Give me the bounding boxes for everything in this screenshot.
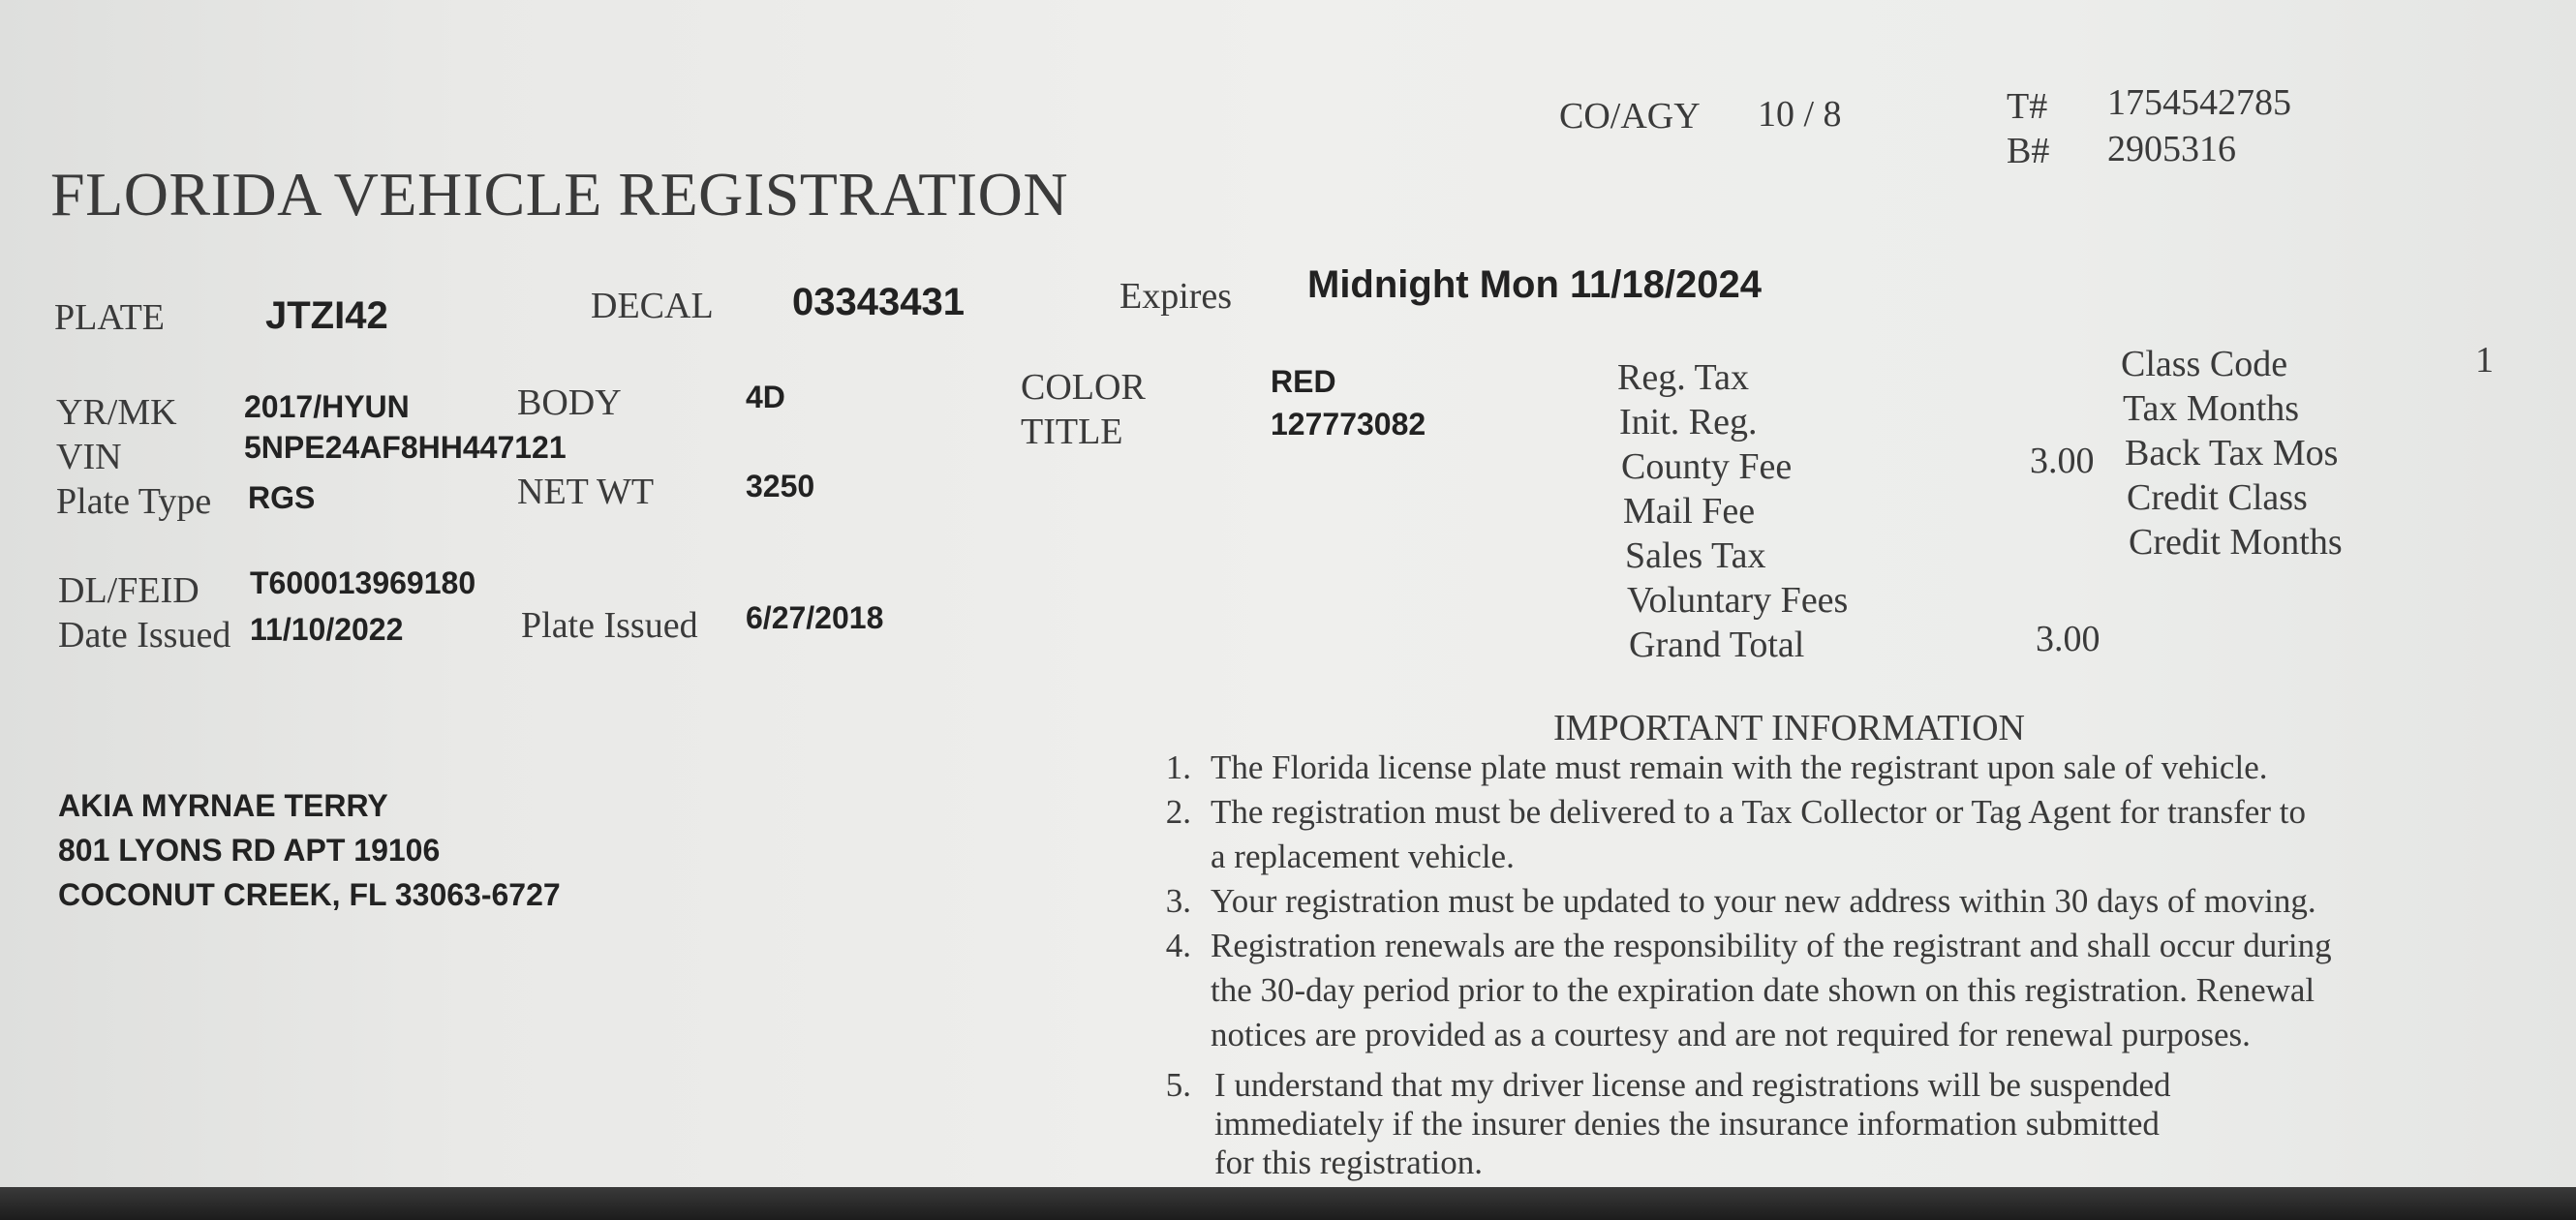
b-number-label: B# xyxy=(2007,131,2050,171)
expires-value: Midnight Mon 11/18/2024 xyxy=(1307,263,1763,306)
owner-city: COCONUT CREEK, FL 33063-6727 xyxy=(58,877,561,912)
photo-shadow-edge xyxy=(0,1187,2576,1220)
co-agy-label: CO/AGY xyxy=(1559,96,1701,137)
body-label: BODY xyxy=(517,382,622,423)
decal-value: 03343431 xyxy=(792,281,965,323)
title-value: 127773082 xyxy=(1271,407,1426,442)
plate-type-value: RGS xyxy=(248,480,316,515)
reg-tax-label: Reg. Tax xyxy=(1617,357,1749,398)
dl-feid-label: DL/FEID xyxy=(58,570,199,611)
grand-total-label: Grand Total xyxy=(1629,625,1805,665)
plate-type-label: Plate Type xyxy=(56,481,212,522)
class-code-label: Class Code xyxy=(2121,344,2288,384)
county-fee-label: County Fee xyxy=(1621,446,1793,487)
plate-label: PLATE xyxy=(54,297,165,338)
plate-issued-value: 6/27/2018 xyxy=(746,600,884,635)
tax-months-label: Tax Months xyxy=(2123,388,2300,429)
registration-document: CO/AGY 10 / 8 T# 1754542785 B# 2905316 FLORIDA VEHICLE REGISTRATION PLATE JTZI42 DECAL 03343431 Expires Midnight Mon 11/18/2024 YR/MK 2017/HYUN BODY 4D VIN 5NPE24AF8HH447121 Plate Type RGS NET WT 3250 COLOR RED TITLE 127773082 DL/FEID T600013969180 Date Issued 11/10/2022 Plate Issued 6/27/2018 Reg. Tax Init. Reg. County Fee 3.00 Mail Fee Sales Tax Voluntary Fees Grand Total 3.00 Class Code 1 Tax Months Back Tax Mos Credit Class Credit Months AKIA MYRNAE TERRY 801 LYONS RD APT 19106 COCONUT CREEK, FL 33063-6727 IMPORTANT INFORMATION 1. The Florida license plate must remain with the registrant upon sale of vehicle. 2. The registration must be delivered to a Tax Collector or Tag Agent for transfer to a replacement vehicle. 3. Your registration must be updated to your new address within 30 days of moving. 4. Registration renewals are the responsibility of the registrant and shall occur during the 30-day period prior to the expiration date shown on this registration. Renewal notices are provided as a courtesy and are not required for renewal purposes. 5. I understand that my driver license and registrations will be suspended immediately if the insurer denies the insurance information submitted for this registration. xyxy=(0,0,2576,1187)
co-agy-value: 10 / 8 xyxy=(1758,94,1842,135)
expires-label: Expires xyxy=(1119,276,1233,317)
county-fee-value: 3.00 xyxy=(2030,441,2095,481)
important-info-heading: IMPORTANT INFORMATION xyxy=(1553,708,2025,748)
plate-issued-label: Plate Issued xyxy=(521,605,698,646)
sales-tax-label: Sales Tax xyxy=(1625,535,1766,576)
page-title: FLORIDA VEHICLE REGISTRATION xyxy=(50,160,1069,229)
body-value: 4D xyxy=(746,380,785,414)
owner-name: AKIA MYRNAE TERRY xyxy=(58,788,388,823)
owner-street: 801 LYONS RD APT 19106 xyxy=(58,833,441,868)
yrmk-value: 2017/HYUN xyxy=(244,389,410,424)
credit-months-label: Credit Months xyxy=(2129,522,2343,563)
voluntary-fees-label: Voluntary Fees xyxy=(1627,580,1849,621)
vin-label: VIN xyxy=(56,437,122,477)
mail-fee-label: Mail Fee xyxy=(1623,491,1756,532)
credit-class-label: Credit Class xyxy=(2127,477,2308,518)
t-number-value: 1754542785 xyxy=(2107,82,2291,123)
color-value: RED xyxy=(1271,364,1336,399)
back-tax-mos-label: Back Tax Mos xyxy=(2125,433,2339,473)
net-wt-value: 3250 xyxy=(746,469,815,503)
plate-value: JTZI42 xyxy=(265,294,388,337)
net-wt-label: NET WT xyxy=(517,472,655,512)
b-number-value: 2905316 xyxy=(2107,129,2236,169)
yrmk-label: YR/MK xyxy=(56,392,177,433)
date-issued-value: 11/10/2022 xyxy=(250,612,404,647)
init-reg-label: Init. Reg. xyxy=(1619,402,1758,442)
decal-label: DECAL xyxy=(591,286,714,326)
class-code-value: 1 xyxy=(2475,340,2494,381)
t-number-label: T# xyxy=(2007,86,2048,127)
vin-value: 5NPE24AF8HH447121 xyxy=(244,430,567,465)
date-issued-label: Date Issued xyxy=(58,615,231,656)
title-label: TITLE xyxy=(1021,412,1123,452)
dl-feid-value: T600013969180 xyxy=(250,565,476,600)
color-label: COLOR xyxy=(1021,367,1146,408)
grand-total-value: 3.00 xyxy=(2036,619,2101,659)
